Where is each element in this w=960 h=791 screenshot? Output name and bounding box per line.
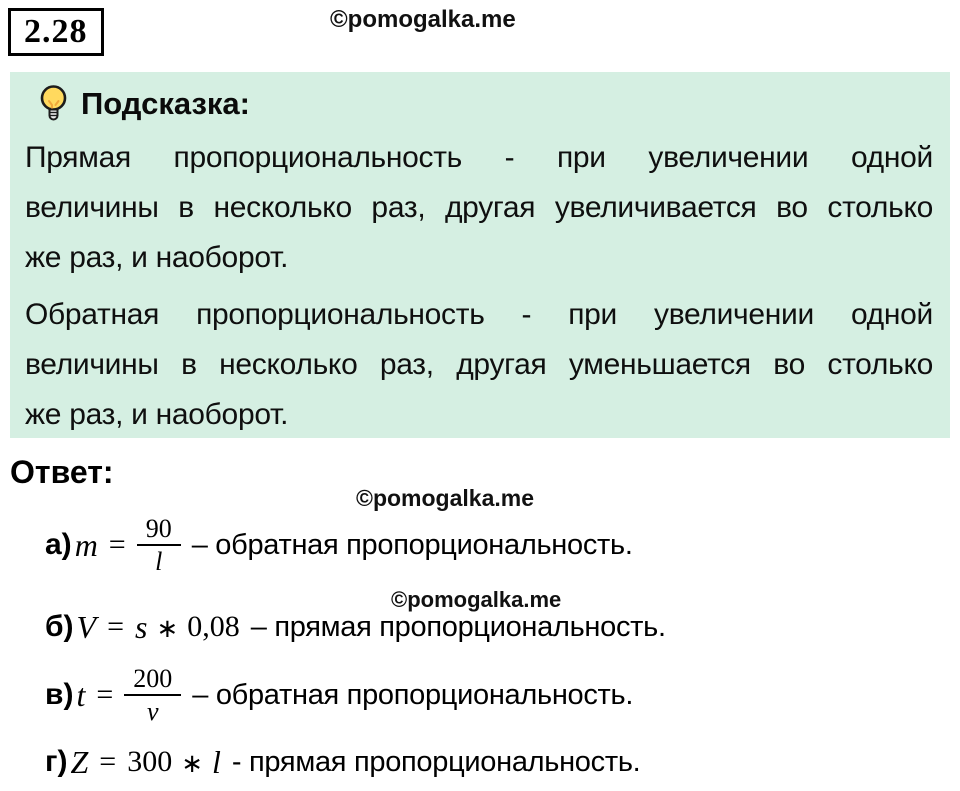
- fraction: [124, 663, 181, 727]
- answer-item-a: [45, 513, 633, 577]
- math-var: m: [74, 526, 98, 563]
- fraction: [137, 513, 181, 577]
- answer-item-b: [45, 604, 666, 650]
- hint-p1-line3: же раз, и наоборот.: [25, 241, 289, 274]
- fraction-numerator: 90: [137, 513, 181, 546]
- answer-label-g: г): [45, 745, 68, 778]
- answer-item-g: [45, 739, 640, 785]
- answer-label-v: в): [45, 678, 74, 711]
- math-var: s: [135, 608, 148, 645]
- math-var: V: [76, 608, 97, 645]
- answer-item-v: [45, 661, 633, 729]
- answer-label-b: б): [45, 610, 74, 643]
- fraction-denominator: l: [155, 547, 163, 576]
- answer-text: – прямая пропорциональность.: [250, 610, 666, 643]
- answer-text: – обратная пропорциональность.: [192, 678, 634, 711]
- multiply-operator: ∗: [156, 614, 179, 643]
- equals-sign: =: [99, 745, 117, 778]
- hint-paragraph-direct: [25, 133, 933, 283]
- math-var: l: [212, 743, 221, 780]
- hint-paragraph-inverse: [25, 290, 933, 440]
- math-number: 0,08: [187, 610, 240, 643]
- hint-p1-line1: Прямая пропорциональность - при увеличении одной: [25, 141, 933, 174]
- answer-text: - прямая пропорциональность.: [231, 745, 641, 778]
- hint-p2-line3: же раз, и наоборот.: [25, 398, 289, 431]
- hint-title: Подсказка:: [81, 86, 250, 121]
- equals-sign: =: [108, 528, 126, 561]
- hint-p2-line2: величины в несколько раз, другая уменьшается во столько: [25, 348, 933, 381]
- hint-box: [10, 72, 950, 438]
- problem-number-box: [8, 8, 104, 56]
- hint-p1-line2: величины в несколько раз, другая увеличивается во столько: [25, 191, 933, 224]
- watermark-lower: ©pomogalka.me: [391, 587, 562, 612]
- math-number: 300: [127, 745, 173, 778]
- answer-label-a: а): [45, 528, 72, 561]
- watermark-top: ©pomogalka.me: [330, 6, 516, 33]
- math-var: Z: [70, 743, 89, 780]
- multiply-operator: ∗: [181, 749, 204, 778]
- watermark-middle: ©pomogalka.me: [356, 485, 534, 511]
- hint-title-row: [38, 84, 250, 124]
- lightbulb-icon: [38, 84, 69, 124]
- equals-sign: =: [107, 610, 124, 643]
- problem-number: 2.28: [24, 13, 88, 50]
- answer-text: – обратная пропорциональность.: [191, 528, 633, 561]
- equals-sign: =: [96, 678, 114, 711]
- answer-heading: Ответ:: [10, 454, 114, 490]
- math-var: t: [76, 676, 86, 713]
- fraction-denominator: v: [146, 697, 159, 726]
- hint-p2-line1: Обратная пропорциональность - при увеличении одной: [25, 298, 933, 331]
- fraction-numerator: 200: [124, 663, 181, 696]
